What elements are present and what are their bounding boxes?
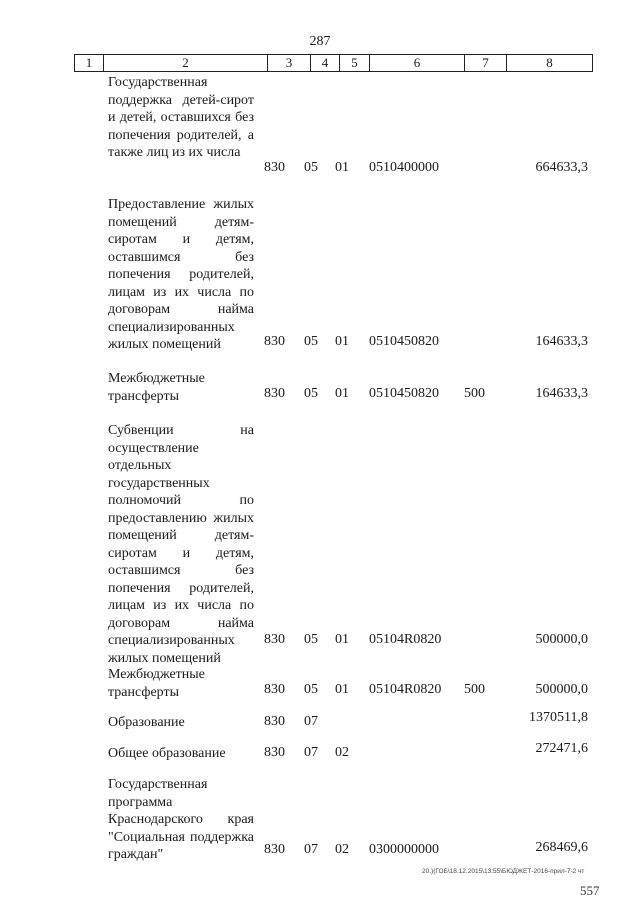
row-col-4: 05 (304, 334, 318, 349)
row-col-8: 500000,0 (535, 632, 588, 647)
header-col-2: 2 (104, 55, 268, 71)
row-name: Государственная поддержка детей-сирот и детей, оставшихся без попечения родителей, а также лиц из их числа (108, 75, 254, 160)
row-col-7: 500 (464, 682, 485, 697)
row-name: Общее образование (108, 746, 226, 761)
row-col-6: 0300000000 (369, 842, 439, 857)
row-col-4: 07 (304, 745, 318, 760)
row-col-3: 830 (264, 386, 285, 401)
row-col-6: 0510450820 (369, 386, 439, 401)
row-col-8: 268469,6 (535, 840, 588, 855)
footer-page-number: 557 (580, 883, 600, 898)
row-col-8: 1370511,8 (529, 710, 588, 725)
header-col-6: 6 (370, 55, 465, 71)
table-header (74, 54, 593, 72)
row-col-3: 830 (264, 160, 285, 175)
row-col-5: 02 (335, 842, 349, 857)
row-col-6: 0510450820 (369, 334, 439, 349)
header-col-1: 1 (75, 55, 104, 71)
row-col-3: 830 (264, 334, 285, 349)
row-col-5: 01 (335, 334, 349, 349)
row-col-5: 02 (335, 745, 349, 760)
row-col-8: 500000,0 (535, 682, 588, 697)
header-col-3: 3 (268, 55, 311, 71)
row-col-7: 500 (464, 386, 485, 401)
row-col-3: 830 (264, 842, 285, 857)
row-col-5: 01 (335, 160, 349, 175)
row-col-6: 05104R0820 (369, 682, 442, 697)
header-col-5: 5 (340, 55, 370, 71)
row-col-5: 01 (335, 386, 349, 401)
row-col-6: 05104R0820 (369, 632, 442, 647)
row-col-4: 05 (304, 160, 318, 175)
row-col-8: 272471,6 (535, 741, 588, 756)
row-col-4: 07 (304, 842, 318, 857)
row-name: Государственная программа Краснодарского края "Социальная поддержка граждан" (108, 777, 254, 862)
header-col-8: 8 (546, 55, 553, 70)
row-name: Предоставление жилых помещений детям-сиротам и детям, оставшимся без попечения родителей, лицам из их числа по договорам найма специализированных жилых помещений (108, 197, 254, 352)
row-col-3: 830 (264, 632, 285, 647)
row-col-3: 830 (264, 714, 285, 729)
row-col-4: 07 (304, 714, 318, 729)
row-col-8: 664633,3 (535, 160, 588, 175)
row-name: Образование (108, 715, 185, 730)
header-col-4: 4 (311, 55, 340, 71)
footer-stamp: 20.)(ГОБ\18.12.2015\13:55\БЮДЖЕТ-2016-прил-7-2 чт (422, 868, 585, 875)
row-name: Межбюджетные трансферты (108, 667, 205, 700)
row-col-5: 01 (335, 632, 349, 647)
row-col-3: 830 (264, 682, 285, 697)
row-col-8: 164633,3 (535, 386, 588, 401)
row-col-4: 05 (304, 682, 318, 697)
row-name: Субвенции на осуществление отдельных государственных полномочий по предоставлению жилых помещений детям-сиротам и детям, оставшимся без попечения родителей, лицам из их числа по договорам найма специализированных жилых помещений (108, 423, 254, 666)
header-col-7: 7 (465, 55, 507, 71)
row-col-4: 05 (304, 632, 318, 647)
page-number: 287 (309, 34, 331, 49)
row-col-5: 01 (335, 682, 349, 697)
row-col-8: 164633,3 (535, 334, 588, 349)
row-col-3: 830 (264, 745, 285, 760)
row-name: Межбюджетные трансферты (108, 371, 205, 404)
row-col-4: 05 (304, 386, 318, 401)
row-col-6: 0510400000 (369, 160, 439, 175)
